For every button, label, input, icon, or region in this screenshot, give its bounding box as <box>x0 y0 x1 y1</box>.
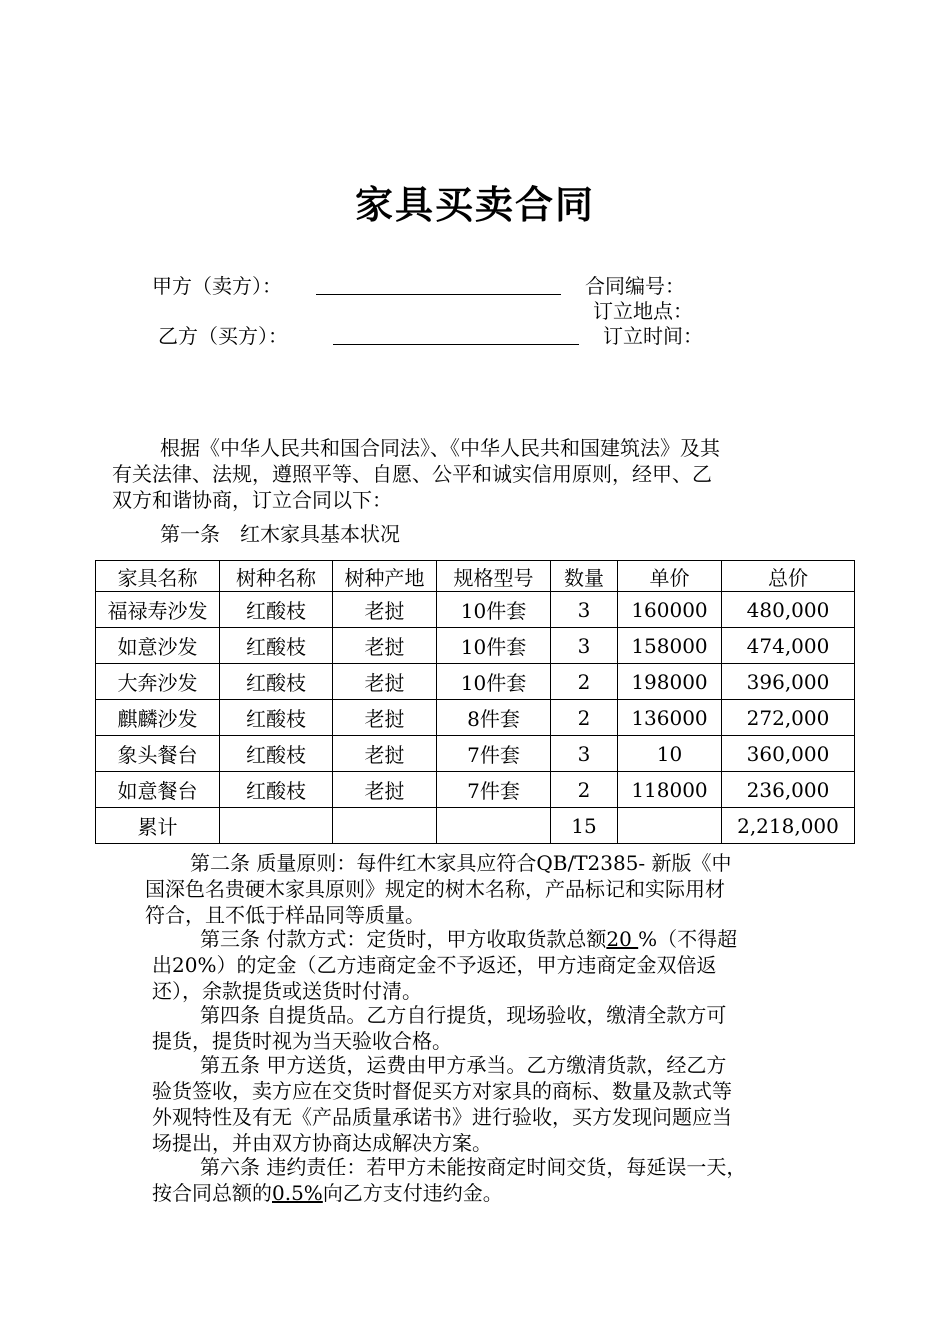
article6-text-a: 按合同总额的 <box>152 1181 272 1205</box>
table-cell: 象头餐台 <box>96 736 220 772</box>
table-cell: 红酸枝 <box>220 664 333 700</box>
table-cell: 118000 <box>618 772 722 808</box>
table-cell: 10件套 <box>437 592 551 628</box>
table-cell: 红酸枝 <box>220 592 333 628</box>
table-cell: 2 <box>551 664 618 700</box>
table-cell: 3 <box>551 736 618 772</box>
party-b-blank[interactable] <box>333 344 579 345</box>
table-cell: 如意餐台 <box>96 772 220 808</box>
article5-line-1: 第五条 甲方送货，运费由甲方承当。乙方缴清货款，经乙方 <box>200 1053 727 1077</box>
article1-heading: 第一条 红木家具基本状况 <box>160 522 400 546</box>
table-total-row <box>96 808 855 844</box>
article3-line-2: 出20%）的定金（乙方违商定金不予返还，甲方违商定金双倍返 <box>152 953 717 977</box>
table-cell: 7件套 <box>437 736 551 772</box>
table-row <box>96 772 855 808</box>
table-cell: 10件套 <box>437 628 551 664</box>
total-quantity: 15 <box>551 808 618 844</box>
article5-line-3: 外观特性及有无《产品质量承诺书》进行验收，买方发现问题应当 <box>152 1105 732 1129</box>
article3-line-3: 还），余款提货或送货时付清。 <box>152 979 422 1003</box>
article2-line-3: 符合，且不低于样品同等质量。 <box>145 903 425 927</box>
table-cell: 福禄寿沙发 <box>96 592 220 628</box>
table-cell-empty <box>220 808 333 844</box>
deposit-percent: 20 <box>606 927 639 951</box>
article5-line-4: 场提出，并由双方协商达成解决方案。 <box>152 1131 492 1155</box>
table-cell: 10件套 <box>437 664 551 700</box>
table-cell: 老挝 <box>333 700 437 736</box>
table-cell: 236,000 <box>722 772 855 808</box>
article6-text-b: 向乙方支付违约金。 <box>322 1181 503 1205</box>
column-header: 家具名称 <box>96 561 220 592</box>
column-header: 数量 <box>551 561 618 592</box>
column-header: 树种名称 <box>220 561 333 592</box>
table-cell: 麒麟沙发 <box>96 700 220 736</box>
article3-text-b: %（不得超 <box>638 927 738 951</box>
article3-line-1 <box>200 926 737 952</box>
contract-no-label: 合同编号： <box>585 274 685 298</box>
total-label: 累计 <box>96 808 220 844</box>
table-cell-empty <box>437 808 551 844</box>
party-b-label: 乙方（买方）： <box>158 324 288 348</box>
table-cell: 3 <box>551 628 618 664</box>
table-cell: 7件套 <box>437 772 551 808</box>
column-header: 规格型号 <box>437 561 551 592</box>
table-cell: 396,000 <box>722 664 855 700</box>
table-cell: 老挝 <box>333 592 437 628</box>
table-row <box>96 628 855 664</box>
table-cell-empty <box>618 808 722 844</box>
article4-line-2: 提货，提货时视为当天验收合格。 <box>152 1029 452 1053</box>
party-a-label: 甲方（卖方）： <box>152 274 282 298</box>
table-cell: 160000 <box>618 592 722 628</box>
article4-line-1: 第四条 自提货品。乙方自行提货，现场验收，缴清全款方可 <box>200 1003 727 1027</box>
table-header-row <box>96 561 855 592</box>
penalty-percent: 0.5% <box>272 1181 323 1205</box>
table-row <box>96 736 855 772</box>
table-row <box>96 664 855 700</box>
intro-line-1: 根据《中华人民共和国合同法》、《中华人民共和国建筑法》及其 <box>160 436 720 460</box>
table-cell: 红酸枝 <box>220 736 333 772</box>
total-amount: 2,218,000 <box>722 808 855 844</box>
table-cell: 如意沙发 <box>96 628 220 664</box>
table-cell: 红酸枝 <box>220 700 333 736</box>
table-cell: 2 <box>551 700 618 736</box>
table-cell: 3 <box>551 592 618 628</box>
time-label: 订立时间： <box>603 324 703 348</box>
intro-line-2: 有关法律、法规，遵照平等、自愿、公平和诚实信用原则，经甲、乙 <box>112 462 712 486</box>
article6-line-2 <box>152 1180 503 1206</box>
table-row <box>96 592 855 628</box>
table-cell: 2 <box>551 772 618 808</box>
table-cell: 老挝 <box>333 628 437 664</box>
column-header: 总价 <box>722 561 855 592</box>
table-cell: 老挝 <box>333 664 437 700</box>
table-cell-empty <box>333 808 437 844</box>
article6-line-1: 第六条 违约责任：若甲方未能按商定时间交货，每延误一天， <box>200 1155 747 1179</box>
table-cell: 136000 <box>618 700 722 736</box>
column-header: 单价 <box>618 561 722 592</box>
table-cell: 272,000 <box>722 700 855 736</box>
article3-text-a: 第三条 付款方式：定货时，甲方收取货款总额 <box>200 927 607 951</box>
table-cell: 红酸枝 <box>220 628 333 664</box>
intro-line-3: 双方和谐协商，订立合同以下： <box>112 488 392 512</box>
table-cell: 360,000 <box>722 736 855 772</box>
place-label: 订立地点： <box>593 299 693 323</box>
table-cell: 8件套 <box>437 700 551 736</box>
table-cell: 老挝 <box>333 736 437 772</box>
article2-line-1: 第二条 质量原则：每件红木家具应符合QB/T2385- 新版《中 <box>190 851 732 875</box>
party-a-blank[interactable] <box>316 294 561 295</box>
table-cell: 大奔沙发 <box>96 664 220 700</box>
article2-line-2: 国深色名贵硬木家具原则》规定的树木名称，产品标记和实际用材 <box>145 877 725 901</box>
table-cell: 10 <box>618 736 722 772</box>
table-row <box>96 700 855 736</box>
table-cell: 198000 <box>618 664 722 700</box>
table-cell: 老挝 <box>333 772 437 808</box>
table-cell: 474,000 <box>722 628 855 664</box>
document-title: 家具买卖合同 <box>354 182 595 227</box>
table-cell: 480,000 <box>722 592 855 628</box>
table-cell: 158000 <box>618 628 722 664</box>
furniture-table <box>95 560 855 844</box>
article5-line-2: 验货签收，卖方应在交货时督促买方对家具的商标、数量及款式等 <box>152 1079 732 1103</box>
table-cell: 红酸枝 <box>220 772 333 808</box>
column-header: 树种产地 <box>333 561 437 592</box>
